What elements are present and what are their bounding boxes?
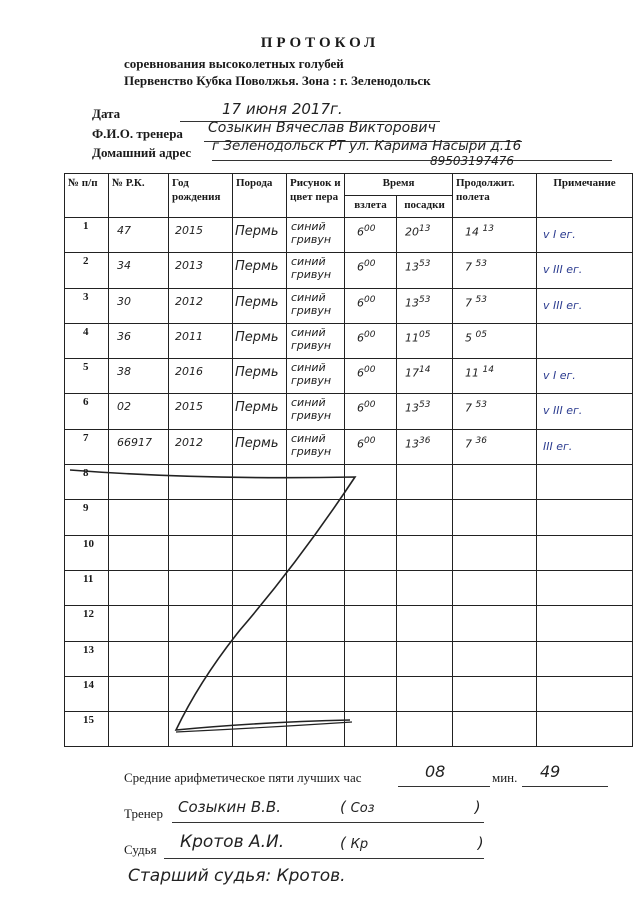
- note-cell: v I ег.: [537, 359, 633, 394]
- subtitle-cup: Первенство Кубка Поволжья. Зона : г. Зеленодольск: [124, 73, 431, 88]
- min-label: мин.: [492, 770, 518, 785]
- judge-signature: ( Кр ): [340, 834, 484, 852]
- color-cell: синий гривун: [287, 394, 345, 429]
- row-number: 11: [65, 570, 109, 605]
- header-color: Рисунок и цвет пера: [287, 174, 345, 218]
- color-cell: синий гривун: [287, 429, 345, 464]
- header-year: Год рождения: [169, 174, 233, 218]
- duration-cell: 14 $^{13}$: [453, 218, 537, 253]
- coach-signature: ( Соз ): [340, 798, 481, 816]
- header-num: № п/п: [65, 174, 109, 218]
- year-cell: 2015: [169, 394, 233, 429]
- duration-cell: 5 $^{05}$: [453, 323, 537, 358]
- ring-cell: 66917: [109, 429, 169, 464]
- coach-label: Тренер: [124, 806, 163, 821]
- takeoff-cell: $6^{00}$: [345, 253, 397, 288]
- trainer-label: Ф.И.О. тренера: [92, 126, 183, 141]
- header-landing: посадки: [397, 196, 453, 218]
- landing-cell: $20^{13}$: [397, 218, 453, 253]
- color-cell: синий гривун: [287, 359, 345, 394]
- landing-cell: $13^{53}$: [397, 394, 453, 429]
- senior-judge: Старший судья: Кротов.: [128, 866, 346, 886]
- duration-cell: 7 $^{53}$: [453, 288, 537, 323]
- row-number: 2: [65, 253, 109, 288]
- duration-cell: 7 $^{53}$: [453, 253, 537, 288]
- duration-cell: 7 $^{53}$: [453, 394, 537, 429]
- landing-cell: $13^{53}$: [397, 253, 453, 288]
- breed-cell: Пермь: [233, 323, 287, 358]
- row-number: 8: [65, 465, 109, 500]
- judge-value: Кротов А.И.: [180, 832, 285, 852]
- row-number: 9: [65, 500, 109, 535]
- ring-cell: 02: [109, 394, 169, 429]
- date-label: Дата: [92, 106, 121, 121]
- row-number: 5: [65, 359, 109, 394]
- landing-cell: $13^{53}$: [397, 288, 453, 323]
- takeoff-cell: $6^{00}$: [345, 323, 397, 358]
- protocol-title: ПРОТОКОЛ: [260, 35, 380, 51]
- landing-cell: $17^{14}$: [397, 359, 453, 394]
- row-number: 7: [65, 429, 109, 464]
- note-cell: v I ег.: [537, 218, 633, 253]
- ring-cell: 30: [109, 288, 169, 323]
- address-value: г Зеленодольск РТ ул. Карима Насыри д.16: [212, 138, 522, 154]
- takeoff-cell: $6^{00}$: [345, 359, 397, 394]
- phone-value: 89503197476: [430, 154, 514, 168]
- year-cell: 2011: [169, 323, 233, 358]
- avg-label: Средние арифметическое пяти лучших час: [124, 770, 362, 785]
- color-cell: синий гривун: [287, 253, 345, 288]
- breed-cell: Пермь: [233, 288, 287, 323]
- avg-hours: 08: [425, 762, 446, 781]
- ring-cell: 34: [109, 253, 169, 288]
- header-note: Примечание: [537, 174, 633, 218]
- date-value: 17 июня 2017г.: [222, 100, 343, 118]
- header-breed: Порода: [233, 174, 287, 218]
- row-number: 4: [65, 323, 109, 358]
- note-cell: III ег.: [537, 429, 633, 464]
- duration-cell: 7 $^{36}$: [453, 429, 537, 464]
- row-number: 6: [65, 394, 109, 429]
- breed-cell: Пермь: [233, 253, 287, 288]
- row-number: 1: [65, 218, 109, 253]
- breed-cell: Пермь: [233, 218, 287, 253]
- duration-cell: 11 $^{14}$: [453, 359, 537, 394]
- header-duration: Продолжит. полета: [453, 174, 537, 218]
- avg-minutes: 49: [540, 762, 561, 781]
- takeoff-cell: $6^{00}$: [345, 288, 397, 323]
- breed-cell: Пермь: [233, 394, 287, 429]
- color-cell: синий гривун: [287, 288, 345, 323]
- row-number: 12: [65, 606, 109, 641]
- header-time: Время: [345, 174, 453, 196]
- subtitle-competition: соревнования высоколетных голубей: [124, 56, 344, 71]
- trainer-value: Созыкин Вячеслав Викторович: [208, 120, 436, 136]
- judge-label: Судья: [124, 842, 157, 857]
- breed-cell: Пермь: [233, 429, 287, 464]
- row-number: 13: [65, 641, 109, 676]
- note-cell: v III ег.: [537, 394, 633, 429]
- landing-cell: $11^{05}$: [397, 323, 453, 358]
- year-cell: 2012: [169, 429, 233, 464]
- ring-cell: 47: [109, 218, 169, 253]
- landing-cell: $13^{36}$: [397, 429, 453, 464]
- color-cell: синий гривун: [287, 323, 345, 358]
- year-cell: 2016: [169, 359, 233, 394]
- row-number: 10: [65, 535, 109, 570]
- breed-cell: Пермь: [233, 359, 287, 394]
- ring-cell: 36: [109, 323, 169, 358]
- year-cell: 2015: [169, 218, 233, 253]
- year-cell: 2013: [169, 253, 233, 288]
- coach-value: Созыкин В.В.: [178, 798, 281, 816]
- year-cell: 2012: [169, 288, 233, 323]
- row-number: 14: [65, 676, 109, 711]
- row-number: 3: [65, 288, 109, 323]
- row-number: 15: [65, 712, 109, 747]
- note-cell: v III ег.: [537, 288, 633, 323]
- note-cell: v III ег.: [537, 253, 633, 288]
- address-label: Домашний адрес: [92, 145, 192, 160]
- header-takeoff: взлета: [345, 196, 397, 218]
- takeoff-cell: $6^{00}$: [345, 394, 397, 429]
- ring-cell: 38: [109, 359, 169, 394]
- color-cell: синий гривун: [287, 218, 345, 253]
- takeoff-cell: $6^{00}$: [345, 218, 397, 253]
- takeoff-cell: $6^{00}$: [345, 429, 397, 464]
- header-ring: № Р.К.: [109, 174, 169, 218]
